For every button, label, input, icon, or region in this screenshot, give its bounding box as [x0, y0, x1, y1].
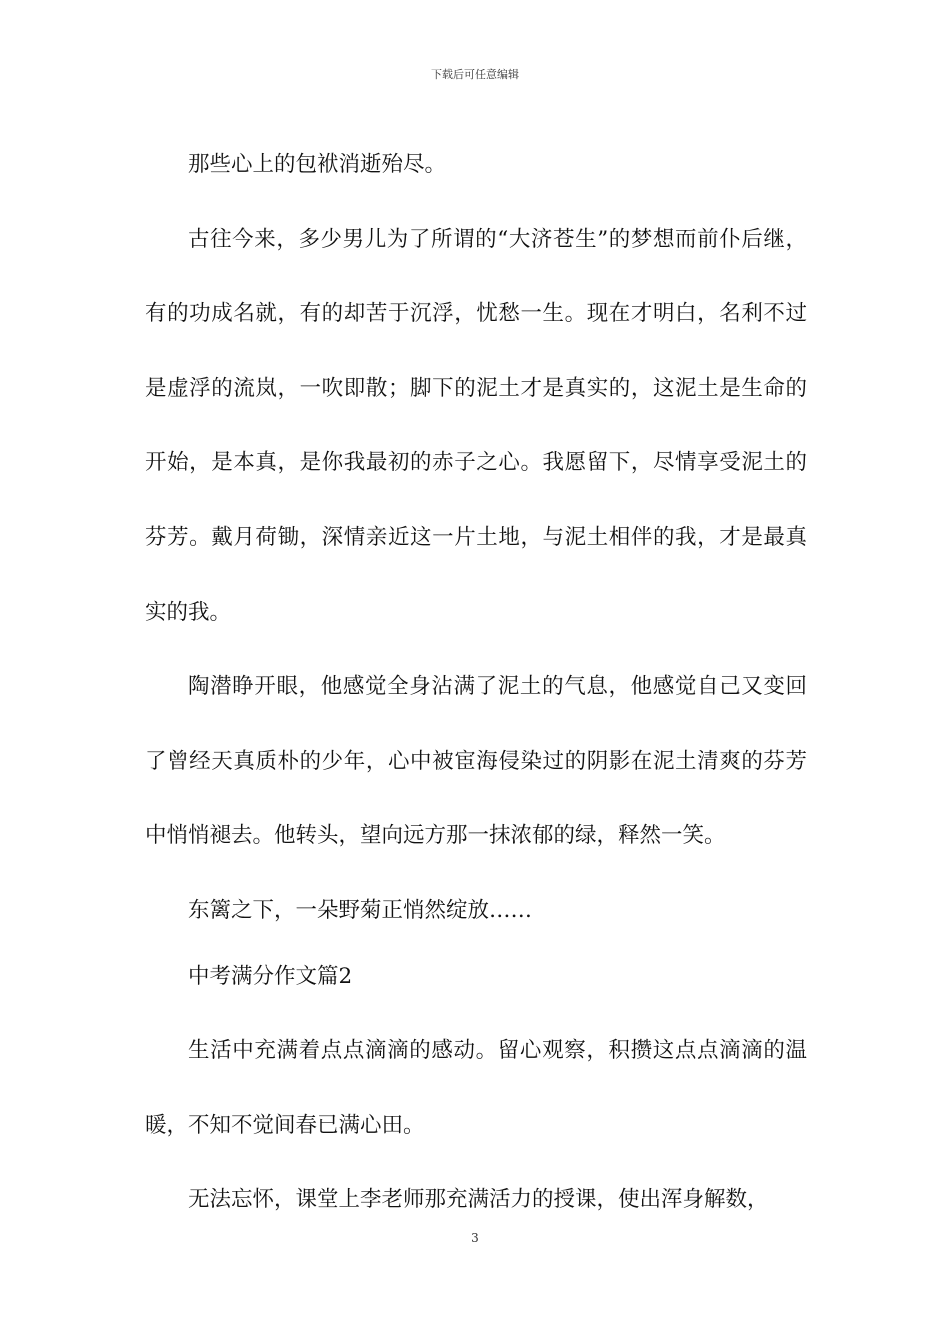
paragraph-4: 东篱之下，一朵野菊正悄然绽放……	[188, 897, 533, 923]
paragraph-5: 生活中充满着点点滴滴的感动。留心观察，积攒这点点滴滴的温暖，不知不觉间春已满心田。	[145, 1037, 807, 1138]
page-header: 下载后可任意编辑	[431, 68, 519, 81]
paragraph-3: 陶潜睁开眼，他感觉全身沾满了泥土的气息，他感觉自己又变回了曾经天真质朴的少年，心中被宦海侵染过的阴影在泥土清爽的芬芳中悄悄褪去。他转头，望向远方那一抹浓郁的绿，释然一笑。	[145, 674, 807, 849]
paragraph-2: 古往今来，多少男儿为了所谓的“大济苍生”的梦想而前仆后继，有的功成名就，有的却苦于沉浮，忧愁一生。现在才明白，名利不过是虚浮的流岚，一吹即散；脚下的泥土才是真实的，这泥土是生命的开始，是本真，是你我最初的赤子之心。我愿留下，尽情享受泥土的芬芳。戴月荷锄，深情亲近这一片土地，与泥土相伴的我，才是最真实的我。	[145, 226, 807, 625]
essay-title: 中考满分作文篇2	[188, 963, 353, 989]
document-body	[145, 128, 807, 1238]
page-number: 3	[471, 1231, 479, 1245]
paragraph-1: 那些心上的包袱消逝殆尽。	[188, 152, 447, 177]
paragraph-6: 无法忘怀，课堂上李老师那充满活力的授课，使出浑身解数，	[188, 1187, 769, 1213]
